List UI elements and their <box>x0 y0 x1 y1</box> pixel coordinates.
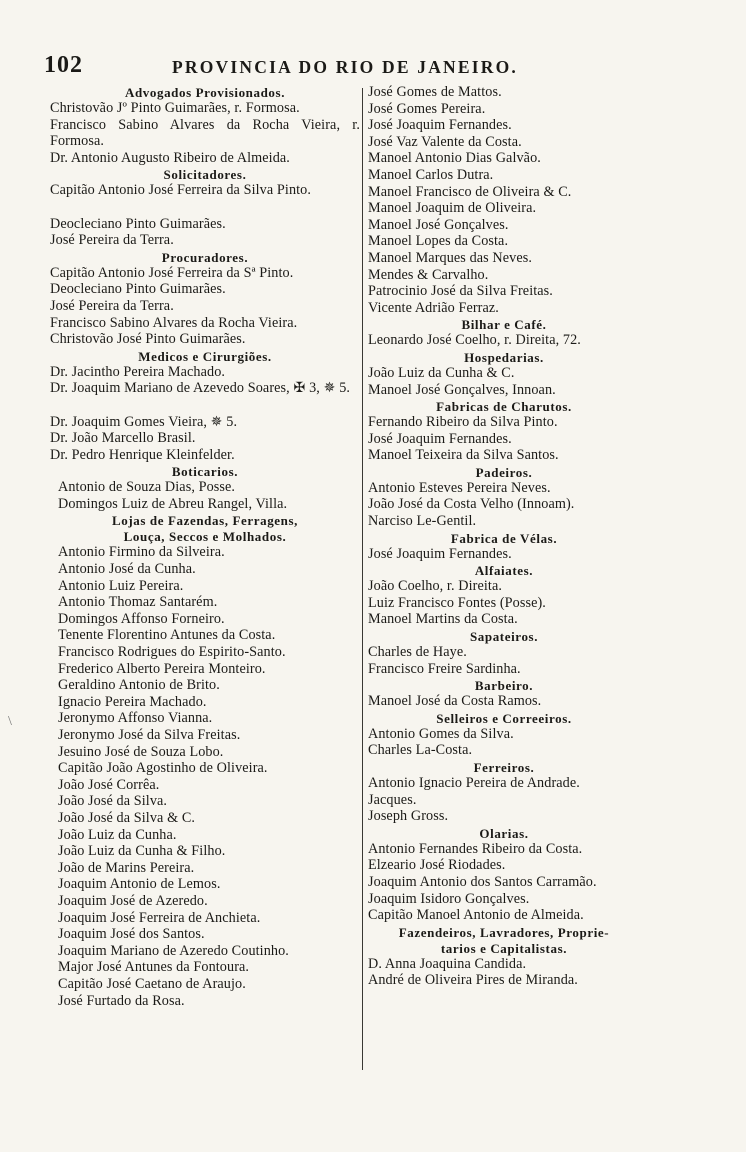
list-item: Manoel Martins da Costa. <box>368 611 518 628</box>
list-item: Joaquim José de Azeredo. <box>58 892 208 909</box>
list-item: João de Marins Pereira. <box>58 859 195 876</box>
list-item: Antonio Firmino da Silveira. <box>58 544 225 561</box>
list-item: Capitão João Agostinho de Oliveira. <box>58 760 268 777</box>
list-item: Joaquim Antonio de Lemos. <box>58 876 221 893</box>
list-item: Jacques. <box>368 791 417 808</box>
list-item: José Pereira da Terra. <box>50 297 174 314</box>
list-item: João Luiz da Cunha & C. <box>368 364 515 381</box>
list-item: Manoel José Gonçalves. <box>368 216 509 233</box>
list-item: Jeronymo Affonso Vianna. <box>58 710 213 727</box>
list-item: Antonio Luiz Pereira. <box>58 577 184 594</box>
section-title-lojas-cont: Louça, Seccos e Molhados. <box>123 529 287 545</box>
section-title-barbeiro: Barbeiro. <box>474 678 534 694</box>
list-item: Capitão Antonio José Ferreira da Silva Pinto. <box>50 182 312 199</box>
list-item: Christovão José Pinto Guimarães. <box>50 331 246 348</box>
list-item: Francisco Sabino Alvares da Rocha Vieira, r. Formosa. <box>50 116 360 150</box>
list-item: João José da Costa Velho (Innoam). <box>368 496 575 513</box>
list-item: Geraldino Antonio de Brito. <box>58 677 220 694</box>
list-item: Jeronymo José da Silva Freitas. <box>58 727 241 743</box>
list-item: Antonio Thomaz Santarém. <box>58 594 218 611</box>
list-item: Joaquim Antonio dos Santos Carramão. <box>368 873 597 890</box>
list-item: João Luiz da Cunha. <box>58 826 177 843</box>
list-item: Domingos Luiz de Abreu Rangel, Villa. <box>58 495 288 512</box>
column-divider <box>362 88 363 1070</box>
list-item: Francisco Rodrigues do Espirito-Santo. <box>58 644 286 661</box>
list-item: Charles La-Costa. <box>368 742 473 759</box>
list-item: Joaquim Isidoro Gonçalves. <box>368 890 530 907</box>
list-item: Vicente Adrião Ferraz. <box>368 299 499 316</box>
list-item: Frederico Alberto Pereira Monteiro. <box>58 660 266 677</box>
section-title-advogados: Advogados Provisionados. <box>124 85 286 100</box>
list-item: Joseph Gross. <box>368 808 449 825</box>
list-item: Dr. João Marcello Brasil. <box>50 430 196 447</box>
right-column <box>368 84 640 989</box>
list-item: João José da Silva & C. <box>58 809 196 826</box>
list-item: Capitão Manoel Antonio de Almeida. <box>368 907 584 924</box>
list-item: João Luiz da Cunha & Filho. <box>58 843 226 860</box>
list-item: Dr. Antonio Augusto Ribeiro de Almeida. <box>50 149 290 166</box>
section-title-bilhar: Bilhar e Café. <box>461 317 547 333</box>
section-title-selleiros: Selleiros e Correeiros. <box>436 710 572 726</box>
list-item: Fernando Ribeiro da Silva Pinto. <box>368 414 558 431</box>
list-item: André de Oliveira Pires de Miranda. <box>368 972 578 989</box>
list-item: Manoel José da Costa Ramos. <box>368 693 542 710</box>
page-header <box>0 52 746 82</box>
list-item: Mendes & Carvalho. <box>368 266 489 283</box>
list-item: Antonio José da Cunha. <box>58 561 196 578</box>
list-item: Joaquim José dos Santos. <box>58 926 205 943</box>
section-title-lojas: Lojas de Fazendas, Ferragens, <box>111 513 299 529</box>
list-item: Leonardo José Coelho, r. Direita, 72. <box>368 332 581 349</box>
list-item: Capitão Antonio José Ferreira da Sª Pinto. <box>50 264 294 281</box>
list-item: Tenente Florentino Antunes da Costa. <box>58 627 276 644</box>
margin-mark: \ <box>8 714 12 729</box>
list-item: João Coelho, r. Direita. <box>368 578 503 595</box>
list-item: José Joaquim Fernandes. <box>368 117 512 134</box>
section-title-charutos: Fabricas de Charutos. <box>436 399 572 415</box>
list-item: D. Anna Joaquina Candida. <box>368 955 527 972</box>
list-item: Major José Antunes da Fontoura. <box>58 959 250 976</box>
list-item: Manoel Lopes da Costa. <box>368 233 509 250</box>
list-item: Patrocinio José da Silva Freitas. <box>368 283 553 300</box>
left-column <box>50 84 360 1009</box>
list-item: Charles de Haye. <box>368 644 467 661</box>
page-title: PROVINCIA DO RIO DE JANEIRO. <box>172 57 519 77</box>
list-item: Antonio Esteves Pereira Neves. <box>368 479 551 496</box>
list-item: Antonio de Souza Dias, Posse. <box>58 479 236 496</box>
section-title-fazendeiros-cont: tarios e Capitalistas. <box>440 940 568 956</box>
section-title-ferreiros: Ferreiros. <box>473 760 535 775</box>
list-item: Manoel José Gonçalves, Innoan. <box>368 381 556 398</box>
section-title-sapateiros: Sapateiros. <box>469 629 539 645</box>
list-item: José Vaz Valente da Costa. <box>368 133 522 150</box>
list-item: Ignacio Pereira Machado. <box>58 693 207 710</box>
list-item: Joaquim Mariano de Azeredo Coutinho. <box>58 942 289 959</box>
list-item: Antonio Fernandes Ribeiro da Costa. <box>368 840 583 857</box>
section-title-padeiros: Padeiros. <box>475 464 533 480</box>
list-item: Antonio Ignacio Pereira de Andrade. <box>368 775 580 791</box>
list-item: Narciso Le-Gentil. <box>368 513 477 530</box>
section-title-procuradores: Procuradores. <box>161 249 249 265</box>
list-item: Capitão José Caetano de Araujo. <box>58 975 246 992</box>
section-title-alfaiates: Alfaiates. <box>474 563 534 579</box>
list-item: Manoel Francisco de Oliveira & C. <box>368 183 572 200</box>
list-item: Christovão Jº Pinto Guimarães, r. Formosa. <box>50 100 300 116</box>
list-item: Manoel Marques das Neves. <box>368 249 533 266</box>
list-item: Francisco Freire Sardinha. <box>368 660 521 677</box>
section-title-hospedarias: Hospedarias. <box>464 349 544 365</box>
list-item: Domingos Affonso Forneiro. <box>58 610 225 627</box>
section-title-velas: Fabrica de Vélas. <box>450 530 558 546</box>
list-item: José Pereira da Terra. <box>50 232 174 249</box>
list-item: João José da Silva. <box>58 793 168 810</box>
list-item: Luiz Francisco Fontes (Posse). <box>368 594 546 611</box>
section-title-solicitadores: Solicitadores. <box>163 167 247 183</box>
section-title-fazendeiros: Fazendeiros, Lavradores, Proprie- <box>398 924 610 940</box>
list-item: Manoel Teixeira da Silva Santos. <box>368 447 559 464</box>
list-item: Dr. Joaquim Mariano de Azevedo Soares, ✠ 3, ✵ 5. <box>50 380 351 397</box>
list-item: Antonio Gomes da Silva. <box>368 725 514 742</box>
list-item: José Joaquim Fernandes. <box>368 545 512 562</box>
list-item: Manoel Carlos Dutra. <box>368 166 494 183</box>
list-item: Elzeario José Riodades. <box>368 857 506 874</box>
section-title-medicos: Medicos e Cirurgiões. <box>138 348 272 364</box>
list-item: Manoel Antonio Dias Galvão. <box>368 150 541 167</box>
list-item: José Furtado da Rosa. <box>58 992 185 1009</box>
list-item: José Joaquim Fernandes. <box>368 430 512 447</box>
list-item: Dr. Jacintho Pereira Machado. <box>50 363 226 380</box>
list-item: Manoel Joaquim de Oliveira. <box>368 200 537 217</box>
page-number: 102 <box>44 52 83 78</box>
list-item: Deocleciano Pinto Guimarães. <box>50 281 226 298</box>
section-title-olarias: Olarias. <box>479 825 529 841</box>
list-item: José Gomes Pereira. <box>368 100 486 117</box>
section-title-boticarios: Boticarios. <box>171 464 239 480</box>
list-item: Dr. Pedro Henrique Kleinfelder. <box>50 446 235 463</box>
list-item: Francisco Sabino Alvares da Rocha Vieira. <box>50 314 298 331</box>
list-item: João José Corrêa. <box>58 776 160 793</box>
list-item: Joaquim José Ferreira de Anchieta. <box>58 909 261 926</box>
list-item: José Gomes de Mattos. <box>368 84 502 100</box>
list-item: Dr. Joaquim Gomes Vieira, ✵ 5. <box>50 413 238 430</box>
list-item: Deocleciano Pinto Guimarães. <box>50 215 226 232</box>
list-item: Jesuino José de Souza Lobo. <box>58 743 224 760</box>
